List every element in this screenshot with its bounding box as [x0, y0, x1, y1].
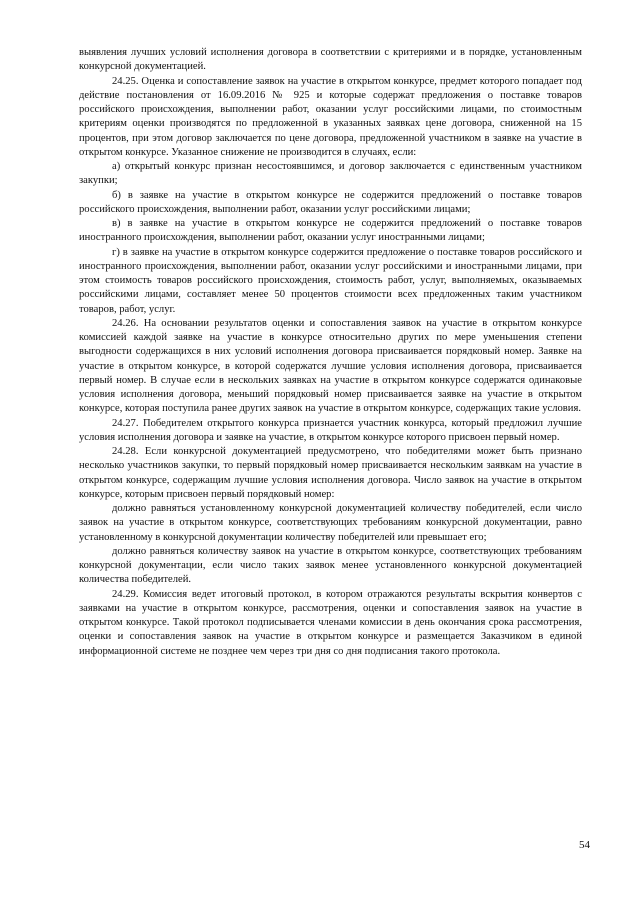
- list-item-b: б) в заявке на участие в открытом конкурсе не содержится предложений о поставке товаров российского происхождения, выполнении работ, оказании услуг российскими лицами;: [79, 189, 582, 215]
- paragraph-24-27: 24.27. Победителем открытого конкурса признается участник конкурса, который предложил лучшие условия исполнения договора и заявке на участие, в открытом конкурсе которого присвоен первый номер.: [79, 417, 582, 443]
- paragraph-24-28-item-2: должно равняться количеству заявок на участие в открытом конкурсе, соответствующих требованиям конкурсной документации, если число таких заявок менее установленного конкурсной документацией количества победителей.: [79, 545, 582, 586]
- paragraph-24-29: 24.29. Комиссия ведет итоговый протокол, в котором отражаются результаты вскрытия конвертов с заявками на участие в открытом конкурсе, рассмотрения, оценки и сопоставления заявок на участие в открытом конкурсе. Такой протокол подписывается членами комиссии в день окончания срока рассмотрения, оценки и сопоставления заявок на участие в открытом конкурсе и размещается Заказчиком в единой информационной системе не позднее чем через три дня со дня подписания такого протокола.: [79, 588, 582, 657]
- list-item-g: г) в заявке на участие в открытом конкурсе содержится предложение о поставке товаров российского и иностранного происхождения, выполнении работ, оказании услуг российскими и иностранными лицами, при этом стоимость товаров российского происхождения, стоимость работ, услуг, выполняемых, оказываемых российскими лицами, составляет менее 50 процентов стоимости всех предложенных таким участником товаров, работ, услуг.: [79, 246, 582, 315]
- list-item-v: в) в заявке на участие в открытом конкурсе не содержится предложений о поставке товаров иностранного происхождения, выполнении работ, оказании услуг иностранными лицами;: [79, 218, 582, 244]
- paragraph-24-28: 24.28. Если конкурсной документацией предусмотрено, что победителями может быть признано несколько участников закупки, то первый порядковый номер присваивается нескольким заявкам на участие в открытом конкурсе, содержащим лучшие условия исполнения договора. Число заявок на участие в открытом конкурсе, которым присвоен первый порядковый номер:: [79, 446, 582, 500]
- document-page: [79, 46, 582, 659]
- list-item-a: а) открытый конкурс признан несостоявшимся, и договор заключается с единственным участником закупки;: [79, 161, 582, 187]
- paragraph-24-26: 24.26. На основании результатов оценки и сопоставления заявок на участие в открытом конкурсе комиссией каждой заявке на участие в конкурсе относительно других по мере уменьшения степени выгодности содержащихся в них условий исполнения договора присваивается порядковый номер. Заявке на участие в открытом конкурсе, в которой содержатся лучшие условия исполнения договора, присваивается первый номер. В случае если в нескольких заявках на участие в открытом конкурсе содержатся одинаковые условия исполнения договора, меньший порядковый номер присваивается заявке на участие в открытом конкурсе, которая поступила ранее других заявок на участие в открытом конкурсе, содержащих такие условия.: [79, 317, 582, 415]
- paragraph-24-25: 24.25. Оценка и сопоставление заявок на участие в открытом конкурсе, предмет которого попадает под действие постановления от 16.09.2016 № 925 и которые содержат предложения о поставке товаров российского происхождения, выполнении работ, оказании услуг российскими лицами, по стоимостным критериям оценки производятся по предложенной в указанных заявках цене договора, сниженной на 15 процентов, при этом договор заключается по цене договора, предложенной участником в заявке на участие в открытом конкурсе. Указанное снижение не производится в случаях, если:: [79, 75, 582, 158]
- page-number: 54: [579, 839, 590, 851]
- paragraph-24-28-item-1: должно равняться установленному конкурсной документацией количеству победителей, если число заявок на участие в открытом конкурсе, соответствующих требованиям конкурсной документации, равно установленному в конкурсной документации количеству победителей или превышает его;: [79, 503, 582, 543]
- paragraph-continuation: выявления лучших условий исполнения договора в соответствии с критериями и в порядке, установленным конкурсной документацией.: [79, 47, 582, 73]
